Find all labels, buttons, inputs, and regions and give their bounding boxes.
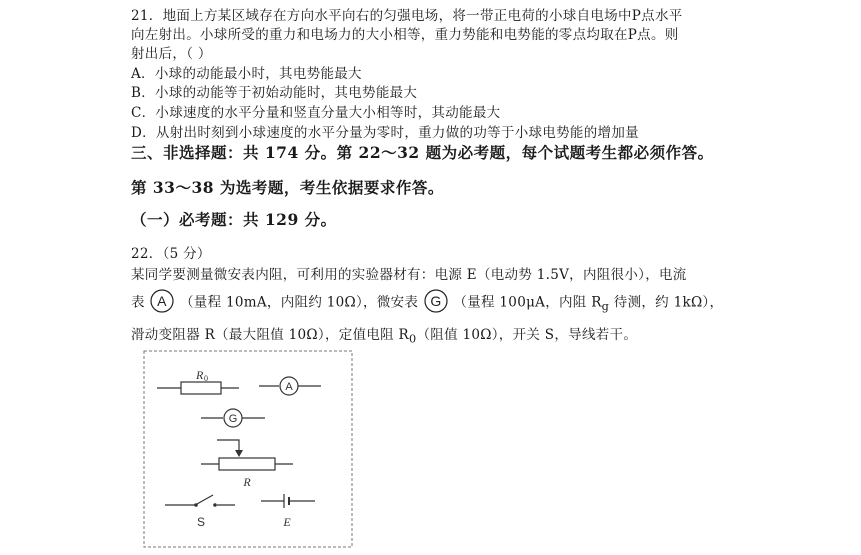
q21-stem-line-3: 射出后，（ ） [131, 46, 212, 62]
fixed-resistor-r0 [157, 368, 239, 394]
battery-label: E [283, 515, 291, 529]
q21-stem-line-2: 向左射出。小球所受的重力和电场力的大小相等，重力势能和电势能的零点均取在P点。则 [131, 27, 679, 43]
switch-component [165, 495, 235, 529]
q22-line-2-part-c: （量程 100μA，内阻 R [453, 294, 602, 311]
q22-line-2-part-b: （量程 10mA，内阻约 10Ω），微安表 [180, 294, 419, 311]
ammeter-component [259, 377, 321, 395]
figure-dashed-frame [144, 351, 352, 547]
q21-option-c: C．小球速度的水平分量和竖直分量大小相等时，其动能最大 [131, 105, 501, 121]
q21-stem-line-1: 21．地面上方某区域存在方向水平向右的匀强电场，将一带正电荷的小球自电场中P点水平 [131, 8, 683, 24]
q22-header: 22．（5 分） [131, 246, 211, 262]
battery-component [261, 494, 315, 529]
galvanometer-symbol-icon [423, 288, 449, 318]
galvanometer-component [201, 409, 265, 427]
q22-line-3 [131, 323, 637, 346]
rheostat-label: R [243, 475, 251, 489]
q22-r0-subscript: 0 [409, 332, 417, 346]
q21-option-b: B．小球的动能等于初始动能时，其电势能最大 [131, 85, 418, 101]
galvanometer-symbol-letter: G [430, 293, 442, 309]
r0-label: R [196, 368, 204, 382]
ammeter-symbol-letter: A [157, 293, 168, 309]
q22-line-1: 某同学要测量微安表内阻，可利用的实验器材有：电源 E（电动势 1.5V，内阻很小），电流 [131, 267, 687, 283]
required-questions-heading: （一）必考题：共 129 分。 [131, 210, 337, 229]
ammeter-symbol-icon [149, 288, 175, 318]
q22-line-2-part-d: 待测，约 1kΩ）， [609, 294, 724, 311]
q22-rg-subscript: g [601, 300, 610, 314]
r0-label-subscript: 0 [204, 374, 208, 383]
section-heading-line-1: 三、非选择题：共 174 分。第 22～32 题为必考题，每个试题考生都必须作答。 [131, 143, 714, 162]
galvanometer-component-label: G [228, 413, 238, 425]
section-heading-line-2: 第 33～38 为选考题，考生依据要求作答。 [131, 178, 444, 197]
q22-line-2-part-a: 表 [131, 294, 145, 311]
ammeter-component-label: A [285, 381, 293, 393]
switch-label: S [196, 515, 206, 529]
rheostat-component [201, 440, 293, 489]
circuit-components-figure [143, 350, 355, 550]
q22-line-3-part-b: （阻值 10Ω），开关 S，导线若干。 [416, 327, 638, 343]
q22-line-3-part-a: 滑动变阻器 R（最大阻值 10Ω），定值电阻 R [131, 327, 410, 343]
q22-line-2 [131, 288, 723, 318]
q21-option-a: A．小球的动能最小时，其电势能最大 [131, 66, 362, 82]
q21-option-d: D．从射出时刻到小球速度的水平分量为零时，重力做的功等于小球电势能的增加量 [131, 125, 639, 141]
